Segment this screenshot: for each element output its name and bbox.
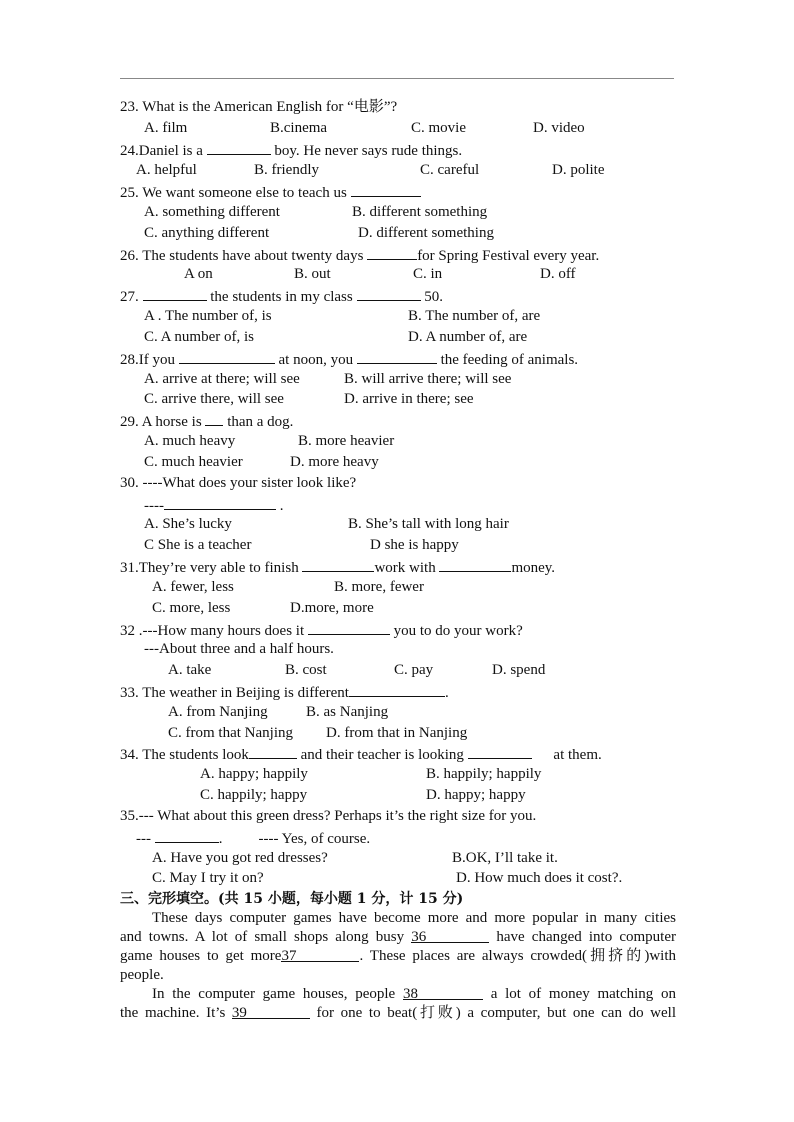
q28-option-a: A. arrive at there; will see [144,371,300,387]
passage-line-2-post: have changed into computer [496,929,676,945]
q25-stem-text: 25. We want someone else to teach us [120,185,351,201]
q34-option-b: B. happily; happily [426,766,542,782]
question-32-stem [120,620,523,640]
q26-stem-post: for Spring Festival every year. [417,248,600,264]
q35-option-c: C. May I try it on? [152,870,264,886]
passage-line-6 [120,1004,676,1023]
q31-option-d: D.more, more [290,600,374,616]
q26-option-c: C. in [413,266,443,282]
question-23-stem: 23. What is the American English for “电影”? [120,99,398,115]
q32-option-c: C. pay [394,662,434,678]
q31-blank-2 [439,557,511,572]
question-29-stem [120,411,293,431]
q35-response-post: ---- Yes, of course. [258,831,371,847]
q28-blank-1 [179,349,275,364]
q32-option-d: D. spend [492,662,546,678]
question-35-stem: 35.--- What about this green dress? Perhaps it’s the right size for you. [120,808,537,824]
q27-option-b: B. The number of, are [408,308,541,324]
q30-option-b: B. She’s tall with long hair [348,516,509,532]
q32-option-a: A. take [168,662,212,678]
passage-line-4: people. [120,967,164,983]
q30-blank [164,495,276,510]
blank-36: 36 [411,928,489,943]
q28-option-d: D. arrive in there; see [344,391,474,407]
passage-line-3 [120,947,676,966]
q34-blank-2 [468,744,532,759]
question-31-stem [120,557,555,577]
blank-39: 39 [232,1004,310,1019]
q32-blank [308,620,390,635]
q34-stem-pre: 34. The students look [120,747,249,763]
q29-stem-post: than a dog. [223,414,294,430]
q29-option-d: D. more heavy [290,454,379,470]
q30-response-post: . [275,498,284,514]
q25-blank [351,182,421,197]
q33-option-d: D. from that in Nanjing [326,725,468,741]
q28-stem-mid: at noon, you [274,352,357,368]
q35-response-line [136,828,370,848]
q23-option-c: C. movie [411,120,466,136]
q25-option-b: B. different something [352,204,488,220]
passage-line-2 [120,928,676,947]
q30-option-d: D she is happy [370,537,459,553]
q35-option-a: A. Have you got red dresses? [152,850,328,866]
q30-option-c: C She is a teacher [144,537,252,553]
passage-line-3-pre: game houses to get more [120,948,282,964]
q26-option-d: D. off [540,266,576,282]
q33-option-c: C. from that Nanjing [168,725,293,741]
q31-option-c: C. more, less [152,600,231,616]
q31-blank-1 [302,557,374,572]
q26-option-a: A on [184,266,213,282]
blank-38: 38 [403,985,483,1000]
q29-option-a: A. much heavy [144,433,236,449]
q26-option-b: B. out [294,266,331,282]
q25-option-a: A. something different [144,204,280,220]
q35-option-b: B.OK, I’ll take it. [452,850,558,866]
q33-stem-post: . [444,685,449,701]
q27-stem-pre: 27. [120,289,143,305]
q31-stem-pre: 31.They’re very able to finish [120,560,303,576]
q35-option-d: D. How much does it cost?. [456,870,623,886]
q33-stem-pre: 33. The weather in Beijing is different [120,685,349,701]
passage-line-5 [152,985,676,1004]
q32-stem-post: you to do your work? [389,623,523,639]
q24-stem-post: boy. He never says rude things. [270,143,463,159]
q33-option-b: B. as Nanjing [306,704,389,720]
question-27-stem [120,286,443,306]
q26-stem-pre: 26. The students have about twenty days [120,248,368,264]
header-rule [120,78,674,79]
q27-stem-mid: the students in my class [206,289,357,305]
passage-line-5-post: a lot of money matching on [490,986,677,1002]
q25-option-d: D. different something [358,225,494,241]
q27-option-d: D. A number of, are [408,329,528,345]
q23-option-b: B.cinema [270,120,328,136]
q29-option-c: C. much heavier [144,454,243,470]
question-25-stem [120,182,421,202]
q25-option-c: C. anything different [144,225,270,241]
q28-blank-2 [357,349,437,364]
q27-option-c: C. A number of, is [144,329,255,345]
q35-blank [155,828,219,843]
q34-option-c: C. happily; happy [200,787,308,803]
passage-line-5-pre: In the computer game houses, people [152,986,396,1002]
question-33-stem [120,682,449,702]
q34-stem-mid: and their teacher is looking [296,747,468,763]
q30-option-a: A. She’s lucky [144,516,232,532]
q33-option-a: A. from Nanjing [168,704,268,720]
question-30-stem: 30. ----What does your sister look like? [120,475,357,491]
q23-option-a: A. film [144,120,188,136]
q26-blank [367,245,417,260]
passage-line-1: These days computer games have become more and more popular in many cities [152,910,676,926]
q29-blank [205,411,223,426]
q29-option-b: B. more heavier [298,433,395,449]
question-28-stem [120,349,578,369]
q35-response-pre: --- [136,831,155,847]
q24-blank [207,140,271,155]
q31-stem-post: money. [511,560,556,576]
q32-response: ---About three and a half hours. [144,641,334,657]
q32-option-b: B. cost [285,662,327,678]
passage-line-6-post: for one to beat(打败) a computer, but one can do well [316,1005,677,1021]
q34-stem-post: at them. [549,747,602,763]
q31-stem-mid: work with [374,560,440,576]
q27-blank-1 [143,286,207,301]
q24-option-b: B. friendly [254,162,319,178]
q32-stem-pre: 32 .---How many hours does it [120,623,308,639]
q35-response-mid: . [218,831,223,847]
q23-option-d: D. video [533,120,585,136]
q28-option-b: B. will arrive there; will see [344,371,512,387]
blank-37: 37 [281,947,359,962]
q34-option-a: A. happy; happily [200,766,308,782]
q24-option-d: D. polite [552,162,605,178]
q28-stem-post: the feeding of animals. [436,352,579,368]
q27-stem-post: 50. [420,289,443,305]
question-34-stem [120,744,602,764]
q27-blank-2 [357,286,421,301]
q28-option-c: C. arrive there, will see [144,391,284,407]
q34-blank-1 [249,744,297,759]
question-24-stem [120,140,462,160]
passage-line-3-post: . These places are always crowded(拥挤的)with [359,948,676,964]
section-3-heading: 三、完形填空。(共 15 小题，每小题 1 分，计 15 分) [120,891,464,907]
q24-stem-pre: 24.Daniel is a [120,143,207,159]
q31-option-b: B. more, fewer [334,579,424,595]
q24-option-a: A. helpful [136,162,197,178]
q34-option-d: D. happy; happy [426,787,526,803]
q29-stem-pre: 29. A horse is [120,414,206,430]
q30-response-line [144,495,283,515]
q31-option-a: A. fewer, less [152,579,234,595]
q28-stem-pre: 28.If you [120,352,179,368]
q33-blank [349,682,445,697]
passage-line-2-pre: and towns. A lot of small shops along busy [120,929,405,945]
q27-option-a: A . The number of, is [144,308,272,324]
passage-line-6-pre: the machine. It’s [120,1005,226,1021]
q30-response-pre: ---- [144,498,164,514]
q24-option-c: C. careful [420,162,480,178]
question-26-stem [120,245,599,265]
